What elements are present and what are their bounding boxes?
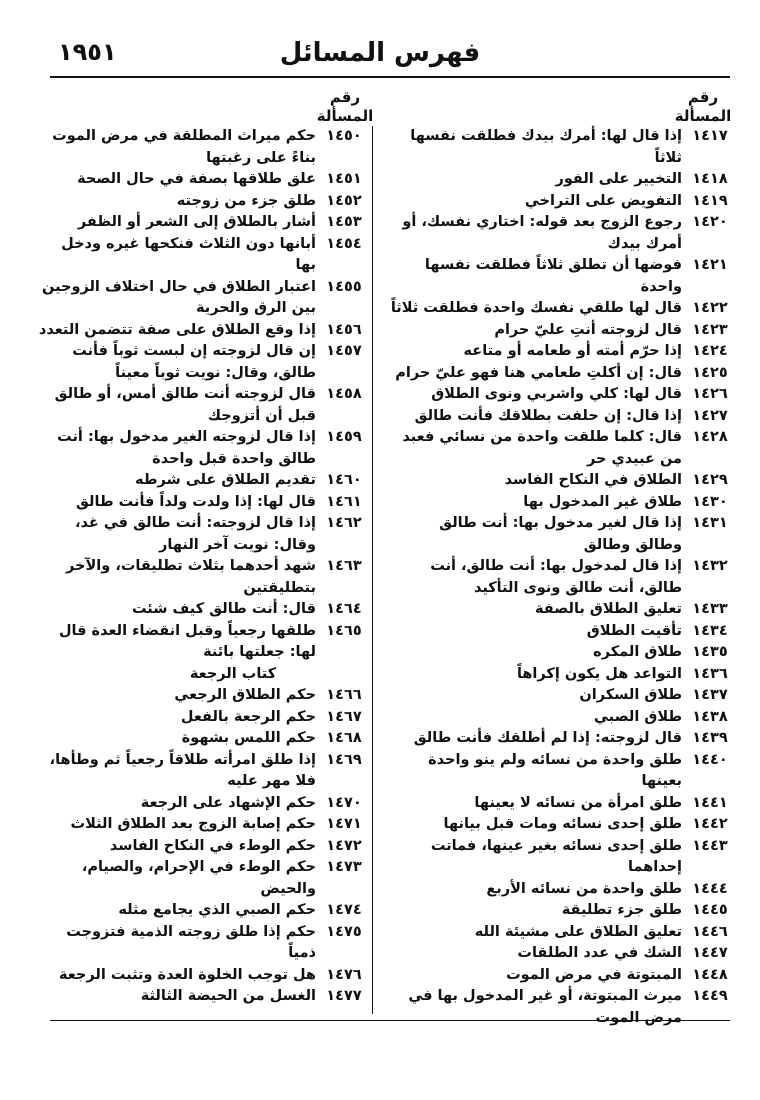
index-entry	[38, 750, 372, 793]
index-entry	[388, 470, 738, 492]
entry-text: الشك في عدد الطلقات	[517, 945, 682, 961]
entry-number: ١٤٣٨	[692, 708, 728, 725]
index-entry	[388, 685, 738, 707]
index-entry	[388, 836, 738, 879]
header-rule	[50, 76, 730, 78]
index-entry	[38, 384, 372, 427]
entry-number: ١٤٤٦	[692, 923, 728, 940]
entry-number: ١٤٧٣	[326, 859, 362, 875]
page-title: فهرس المسائل	[279, 38, 481, 68]
index-entry	[388, 599, 738, 621]
entry-text: قال: كلما طلقت واحدة من نسائي فعبد من عبيدي حر	[402, 429, 682, 467]
index-entry	[38, 621, 372, 664]
entry-text: إذا قال لزوجته: أنت طالق في غد، وقال: نويت آخر النهار	[75, 515, 316, 553]
index-entry	[388, 384, 738, 406]
column-divider	[372, 126, 373, 1014]
entry-number: ١٤٢٠	[692, 214, 728, 230]
entry-number: ١٤٧١	[326, 816, 362, 832]
left-column-heading: رقم المسألة	[316, 88, 374, 125]
entry-number: ١٤٣١	[692, 515, 728, 531]
entry-text: طلق واحدة من نسائه ولم ينو واحدة بعينها	[428, 751, 682, 789]
entry-text: إن قال لزوجته إن لبست ثوباً فأنت طالق، وقال: نويت ثوباً معيناً	[72, 343, 316, 381]
index-entry	[388, 750, 738, 793]
index-entry	[38, 707, 372, 729]
entry-text: طلاق المكره	[593, 644, 682, 660]
index-entry	[388, 879, 738, 901]
index-entry	[38, 277, 372, 320]
entry-number: ١٤٧٦	[326, 966, 362, 983]
entry-text: الغسل من الحيضة الثالثة	[140, 988, 316, 1004]
entry-text: تأقيت الطلاق	[586, 622, 682, 639]
entry-number: ١٤٥٠	[326, 128, 362, 144]
entry-number: ١٤٢٧	[692, 407, 728, 424]
entry-number: ١٤٢٢	[692, 300, 728, 316]
entry-number: ١٤٣٦	[692, 665, 728, 682]
right-column	[388, 126, 738, 1029]
entry-number: ١٤٧٥	[326, 923, 362, 940]
index-entry	[38, 922, 372, 965]
entry-text: فوضها أن تطلق ثلاثاً فطلقت نفسها واحدة	[424, 257, 682, 295]
entry-text: حكم ميراث المطلقة في مرض الموت بناءً على رغبتها	[52, 128, 316, 166]
entry-number: ١٤٢١	[692, 257, 728, 273]
entry-number: ١٤٣٤	[692, 622, 728, 639]
index-entry	[388, 169, 738, 191]
index-entry	[38, 599, 372, 621]
entry-number: ١٤٤٧	[692, 945, 728, 961]
index-entry	[38, 492, 372, 514]
entry-text: حكم إذا طلق زوجته الذمية فتزوجت ذمياً	[66, 923, 316, 961]
entry-number: ١٤٧٠	[326, 794, 362, 811]
entry-text: قال لزوجته أنتِ عليّ حرام	[494, 321, 682, 338]
left-column	[38, 126, 372, 1008]
index-entry	[38, 685, 372, 707]
footer-rule	[50, 1020, 730, 1021]
index-entry	[388, 793, 738, 815]
index-entry	[388, 298, 738, 320]
index-entry	[388, 427, 738, 470]
entry-text: حكم اللمس بشهوة	[181, 730, 316, 746]
entry-number: ١٤٦٩	[326, 751, 362, 768]
entry-number: ١٤١٩	[692, 192, 728, 209]
entry-number: ١٤٥٣	[326, 214, 362, 230]
index-entry	[388, 513, 738, 556]
index-entry	[38, 793, 372, 815]
entry-text: إذا وقع الطلاق على صفة تتضمن التعدد	[38, 321, 316, 338]
entry-number: ١٤٤٢	[692, 816, 728, 832]
index-entry	[38, 728, 372, 750]
entry-text: حكم الطلاق الرجعي	[174, 687, 316, 703]
entry-number: ١٤٦٢	[326, 515, 362, 531]
entry-number: ١٤٣٠	[692, 493, 728, 510]
entry-text: اعتبار الطلاق في حال اختلاف الزوجين بين الرق والحرية	[42, 278, 316, 316]
entry-number: ١٤٥٥	[326, 278, 362, 295]
entry-number: ١٤٦١	[326, 493, 362, 510]
entry-text: طلق امرأة من نسائه لا يعينها	[474, 794, 682, 811]
entry-number: ١٤٢٦	[692, 386, 728, 402]
index-entry	[388, 556, 738, 599]
entry-text: شهد أحدهما بثلاث تطليقات، والآخر بتطليقتين	[66, 558, 316, 596]
index-entry	[388, 814, 738, 836]
entry-text: إذا طلق امرأته طلاقاً رجعياً ثم وطأها، فلا مهر عليه	[49, 751, 316, 789]
entry-text: ميرث المبتوتة، أو غير المدخول بها في مرض الموت	[408, 988, 682, 1026]
entry-text: طلق إحدى نسائه ومات قبل بيانها	[443, 816, 682, 832]
entry-text: إذا حرّم أمته أو طعامه أو متاعه	[463, 343, 682, 359]
entry-number: ١٤٣٢	[692, 558, 728, 574]
entry-text: التخيير على الفور	[555, 171, 682, 187]
entry-text: تعليق الطلاق على مشيئة الله	[474, 923, 682, 940]
entry-text: قال: أنت طالق كيف شئت	[131, 601, 316, 617]
entry-text: إذا قال لغير مدخول بها: أنت طالق وطالق وطالق	[439, 515, 682, 553]
entry-text: طلق إحدى نسائه بغير عينها، فماتت إحداهما	[430, 837, 682, 875]
entry-text: حكم الصبي الذي يجامع مثله	[118, 902, 316, 918]
index-entry	[388, 707, 738, 729]
entry-text: حكم الإشهاد على الرجعة	[140, 794, 316, 811]
index-entry	[388, 406, 738, 428]
entry-text: الطلاق في النكاح الفاسد	[504, 472, 682, 488]
index-entry	[38, 857, 372, 900]
entry-text: إذا قال لمدخول بها: أنت طالق، أنت طالق، أنت طالق ونوى التأكيد	[430, 558, 682, 596]
index-entry	[388, 212, 738, 255]
entry-text: حكم إصابة الزوج بعد الطلاق الثلاث	[70, 816, 316, 832]
entry-number: ١٤٣٣	[692, 601, 728, 617]
entry-number: ١٤٦٥	[326, 622, 362, 639]
entry-text: طلق واحدة من نسائه الأربع	[486, 880, 682, 897]
entry-number: ١٤٥٧	[326, 343, 362, 359]
entry-text: أبانها دون الثلاث فنكحها غيره ودخل بها	[61, 235, 316, 273]
entry-text: أشار بالطلاق إلى الشعر أو الظفر	[77, 214, 316, 230]
entry-text: طلاق السكران	[579, 687, 682, 703]
entry-text: إذا قال لزوجته الغير مدخول بها: أنت طالق واحدة قبل واحدة	[57, 429, 316, 467]
page-number: ١٩٥١	[58, 38, 117, 66]
section-heading-text: كتاب الرجعة	[189, 665, 277, 682]
entry-number: ١٤٥٦	[326, 321, 362, 338]
entry-text: قال لها: كلي واشربي ونوى الطلاق	[431, 386, 682, 402]
entry-text: تعليق الطلاق بالصفة	[535, 601, 682, 617]
index-entry	[38, 836, 372, 858]
entry-text: طلاق الصبي	[594, 708, 682, 725]
index-entry	[38, 513, 372, 556]
index-entry	[38, 191, 372, 213]
entry-number: ١٤٤٩	[692, 988, 728, 1004]
index-entry	[388, 728, 738, 750]
entry-text: طلق جزء تطليقة	[561, 902, 682, 918]
entry-number: ١٤٢٤	[692, 343, 728, 359]
index-entry	[38, 470, 372, 492]
entry-text: قال لزوجته: إذا لم أطلقك فأنت طالق	[413, 730, 682, 746]
entry-number: ١٤٤١	[692, 794, 728, 811]
entry-number: ١٤٦٧	[326, 708, 362, 725]
entry-number: ١٤٦٦	[326, 687, 362, 703]
entry-text: إذا قال: إن حلفت بطلاقك فأنت طالق	[414, 407, 682, 424]
section-heading	[38, 664, 372, 686]
index-entry	[38, 126, 372, 169]
entry-number: ١٤٣٩	[692, 730, 728, 746]
index-entry	[388, 191, 738, 213]
index-entry	[38, 320, 372, 342]
entry-text: التفويض على التراخي	[524, 192, 682, 209]
entry-number: ١٤٦٨	[326, 730, 362, 746]
entry-number: ١٤٤٠	[692, 751, 728, 768]
index-entry	[388, 320, 738, 342]
entry-text: المبتوتة في مرض الموت	[506, 966, 682, 983]
entry-text: قال: إن أكلتِ طعامي هنا فهو عليّ حرام	[395, 364, 682, 381]
entry-text: تقديم الطلاق على شرطه	[135, 472, 316, 488]
entry-number: ١٤٥٤	[326, 235, 362, 252]
index-entry	[388, 943, 738, 965]
entry-number: ١٤٤٥	[692, 902, 728, 918]
entry-number: ١٤٥٩	[326, 429, 362, 445]
index-entry	[388, 363, 738, 385]
index-entry	[388, 664, 738, 686]
index-entry	[388, 621, 738, 643]
entry-number: ١٤٢٨	[692, 429, 728, 445]
entry-number: ١٤٣٧	[692, 687, 728, 703]
entry-text: هل توجب الخلوة العدة وتثبت الرجعة	[58, 966, 316, 983]
entry-text: إذا قال لها: أمرك بيدك فطلقت نفسها ثلاثاً	[410, 128, 682, 166]
entry-number: ١٤٤٨	[692, 966, 728, 983]
entry-number: ١٤٢٩	[692, 472, 728, 488]
index-entry	[388, 341, 738, 363]
entry-number: ١٤٧٧	[326, 988, 362, 1004]
entry-number: ١٤٥٢	[326, 192, 362, 209]
index-entry	[388, 642, 738, 664]
entry-number: ١٤٧٢	[326, 837, 362, 854]
index-entry	[388, 900, 738, 922]
entry-text: حكم الوطء في الإحرام، والصيام، والحيض	[81, 859, 316, 897]
index-entry	[38, 341, 372, 384]
entry-number: ١٤٤٤	[692, 880, 728, 897]
entry-number: ١٤١٧	[692, 128, 728, 144]
index-entry	[38, 234, 372, 277]
entry-number: ١٤٢٣	[692, 321, 728, 338]
index-entry	[38, 900, 372, 922]
entry-number: ١٤١٨	[692, 171, 728, 187]
entry-number: ١٤٦٤	[326, 601, 362, 617]
entry-number: ١٤٦٠	[326, 472, 362, 488]
index-entry	[388, 965, 738, 987]
index-entry	[38, 169, 372, 191]
entry-number: ١٤٢٥	[692, 364, 728, 381]
index-entry	[388, 255, 738, 298]
entry-number: ١٤٧٤	[326, 902, 362, 918]
index-entry	[38, 212, 372, 234]
index-entry	[38, 814, 372, 836]
index-entry	[38, 965, 372, 987]
entry-text: التواعد هل يكون إكراهاً	[516, 665, 682, 682]
index-entry	[388, 126, 738, 169]
entry-text: طلاق غير المدخول بها	[523, 493, 682, 510]
entry-number: ١٤٦٣	[326, 558, 362, 574]
entry-text: قال لزوجته أنت طالق أمس، أو طالق قبل أن أتزوجك	[54, 386, 316, 424]
entry-text: حكم الرجعة بالفعل	[180, 708, 316, 725]
index-entry	[388, 922, 738, 944]
entry-number: ١٤٥١	[326, 171, 362, 187]
entry-text: طلق جزء من زوجته	[176, 192, 316, 209]
entry-text: حكم الوطء في النكاح الفاسد	[109, 837, 316, 854]
entry-text: قال لها: إذا ولدت ولداً فأنت طالق	[75, 493, 316, 510]
entry-number: ١٤٣٥	[692, 644, 728, 660]
index-entry	[388, 492, 738, 514]
entry-text: علق طلاقها بصفة في حال الصحة	[77, 171, 316, 187]
entry-text: قال لها طلقي نفسك واحدة فطلقت ثلاثاً	[390, 300, 682, 316]
entry-text: رجوع الزوج بعد قوله: اختاري نفسك، أو أمرك بيدك	[402, 214, 682, 252]
entry-number: ١٤٤٣	[692, 837, 728, 854]
index-entry	[388, 986, 738, 1029]
entry-text: طلقها رجعياً وقبل انقضاء العدة قال لها: جعلتها بائنة	[58, 622, 316, 660]
index-entry	[38, 427, 372, 470]
index-entry	[38, 556, 372, 599]
entry-number: ١٤٥٨	[326, 386, 362, 402]
right-column-heading: رقم المسألة	[674, 88, 732, 125]
index-entry	[38, 986, 372, 1008]
